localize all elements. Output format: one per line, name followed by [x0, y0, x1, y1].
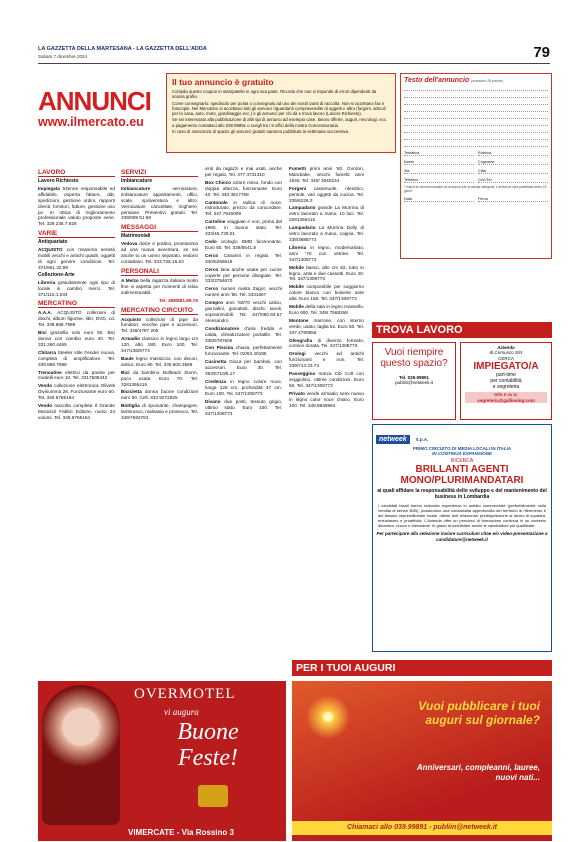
coupon-title: Testo dell'annuncio (massimo 25 parole) [404, 77, 504, 84]
ad-keyword: Credenza [205, 379, 227, 384]
model-image [42, 685, 120, 825]
ad-keyword: Vedova [121, 241, 138, 247]
section-heading: MERCATINO CIRCUITO [121, 307, 198, 315]
ad-text: di diverso formato, cornice dorata. Tel. 347/1308773 [289, 337, 365, 349]
classified-ad [121, 356, 198, 368]
ad-text: con massima serietà mobili vecchi e antichi quadri, oggetti di ogni genere condizioni. Tel. 371/661.32.98 [38, 247, 116, 270]
publish-greetings-ad [292, 681, 552, 841]
classified-ad [205, 200, 282, 218]
job-line: e segreteria [492, 384, 520, 390]
classified-ad [205, 300, 282, 324]
ad-text: collezioni di pipe da fumatori, vecchie pipe e accessori. Tel. 328/4797 205 [121, 316, 198, 334]
ad-text: in legno, modernariato, anni '70 con vetrine. Tel. 347/1308773 [289, 244, 364, 262]
ad-keyword: Libreria [289, 244, 307, 250]
coupon-field[interactable]: Cognome [478, 160, 548, 165]
ad-keyword: Montone [289, 317, 309, 323]
ad-keyword: Cartoline [205, 219, 226, 225]
coupon-field-row [404, 156, 548, 165]
coupon-field[interactable]: Via [404, 169, 474, 174]
fill-space-tel[interactable]: Tel. 039.99891 [399, 375, 429, 380]
ad-keyword: Chitarra [38, 349, 56, 355]
publish-question: Vuoi pubblicare i tuoi auguri sul giornale? [418, 699, 540, 727]
ad-keyword: Privato [289, 390, 305, 396]
free-ad-paragraph: Come consegnarlo: spediscilo per posta o consegnalo ad uno dei nostri punti di raccolta. Non si accettano fax e fotocopie. Nel Mercatino si accettano tutti gli annunci riguardanti compravendite di oggetti e altro (furgoni, articoli per la casa, auto, moto, giardinaggio ecc.) e gli annunci per chi dà e trova lavoro (Lavoro Richiesto). [172, 100, 386, 117]
job-cerca: CERCA [498, 356, 514, 361]
ad-text: vende armadio semi nuovo in legno color noce chiaro. Euro 100. Tel. 349.9849964 [289, 390, 364, 408]
fill-space-email[interactable]: publiin@netweek.it [395, 380, 433, 385]
coupon-field-row [404, 147, 548, 156]
subsection-heading: Lavoro Richiesto [38, 178, 79, 184]
ad-text: della sala in legno massello. Euro 600. Tel. 349/ 7568268 [289, 304, 364, 315]
coupon-note: * Indica se ricorda mandare un annuncio per la stessa categoria. L'annuncio sarà pubblicato entro 15 giorni. [404, 185, 547, 193]
overmotel-address: VIMERCATE - Via Rossino 3 [128, 828, 234, 837]
subsection-heading: Matrimoniali [121, 233, 151, 240]
netweek-ricerca: RICERCA [450, 458, 474, 464]
classified-ad [205, 379, 282, 397]
ad-keyword: Vendo [38, 383, 53, 389]
classified-ad [38, 383, 115, 401]
ad-text: dolce e pratica, prontissima ad una nuova avventura, se sei anche tu un uomo separato, vedovo contattami. Tel. 333.725.15.63 [121, 241, 198, 264]
classified-ad [289, 186, 364, 204]
free-ad-paragraph: Se sei interessato alla pubblicazione di altri tipi di annunci ad esempio case, lavoro offerte, auguri, necrologi, ecc. a pagamento contattaci allo 039.99891 o scegli tra i 9 uffici della nostra Concessionaria. [172, 117, 388, 128]
job-location: di Cernusco S/N [489, 350, 523, 355]
coupon-text-line[interactable] [404, 91, 548, 98]
overmotel-greeting: Buone Feste! [177, 719, 239, 771]
coupon-field-row [404, 165, 548, 174]
coupon-field-row [404, 174, 548, 183]
classified-ad [38, 247, 115, 271]
subsection-heading: Collezione-Arte [38, 271, 75, 278]
classified-ad [289, 351, 364, 369]
ad-keyword: A Melzo [121, 277, 139, 283]
ad-keyword: Lampadario [289, 225, 316, 231]
ad-keyword: ACQUISTO [38, 247, 63, 253]
section-heading: SERVIZI [121, 169, 198, 177]
classified-ad [205, 399, 282, 417]
coupon-text-line[interactable] [404, 112, 548, 119]
ad-keyword: Cerco [205, 252, 219, 258]
classified-ad [121, 317, 198, 335]
coupon-text-line[interactable] [404, 119, 548, 126]
job-ad-impiegato [460, 342, 552, 420]
section-heading: MESSAGGI [121, 224, 198, 232]
classified-ad [121, 370, 198, 388]
classified-ad [205, 267, 282, 285]
ad-text: Gioca per bambini, con accessori. Euro 30. Tel. 393/5710/6.17 [205, 359, 282, 377]
trova-lavoro-banner: TROVA LAVORO [372, 322, 552, 338]
job-company: Azienda [497, 345, 515, 350]
classified-ad [38, 310, 115, 328]
ad-keyword: Cerco [205, 266, 219, 272]
ad-text: colore rosso, fondo con doppia altezza, funzionante. Euro 40. Tel. 340.3817768 [205, 179, 282, 197]
netweek-apply[interactable]: Per partecipare alla selezione inviare curriculum vitae e/o video-presentazione a candidature@netweek.it [376, 531, 548, 542]
publish-contact[interactable]: Chiamaci allo 039.99891 - publiin@netweek.it [292, 821, 552, 835]
job-role: IMPIEGATO/A [473, 361, 539, 372]
coupon-field[interactable]: Città [478, 169, 548, 174]
ad-text: numeri rivista Zagor, vecchi numeri anni '80. Tel. 3331667 [205, 286, 282, 298]
ad-text: marca Cib Colt con seggiolino, ottime condizioni. Euro 60. Tel. 347/1308773 [289, 371, 364, 388]
free-ad-title: Il tuo annuncio è gratuito [172, 77, 274, 87]
classified-ad [38, 330, 115, 348]
ad-text: verniciature, imbiancature appartamenti, uffici, scale, spolveratura e altro. Verniciature cancellate, ringhiere, persiane. Preventivi gratuiti. Tel. 339/009 51 59 [121, 185, 198, 221]
masthead-title: ANNUNCI [38, 86, 151, 116]
classifieds-column-3 [205, 166, 282, 418]
coupon-text-line[interactable] [404, 133, 548, 140]
ad-text: basso, alto cm 82, tutto in legno, ante e due cassetti. Euro 40. Tel. 347/1308773 [289, 264, 364, 282]
classifieds-column-2 [121, 166, 198, 423]
ad-text: bella ragazza italiana molto fine vi aspetta per momenti di relax indimenticabili. [121, 277, 198, 295]
section-heading: VARIE [38, 230, 115, 238]
subsection-heading: Antiquariato [38, 239, 68, 246]
overmotel-ad [38, 681, 286, 841]
coupon-field[interactable]: Nome [404, 160, 474, 165]
classified-ad [38, 350, 115, 368]
classified-ad [121, 389, 198, 401]
ad-text: classico in legno largo cm 120, alto 180. Euro 100. Tel. 347/136/8773 [121, 336, 198, 354]
ad-keyword: Passeggino [289, 371, 316, 377]
netweek-role: BRILLANTI AGENTI [415, 464, 509, 475]
ad-text: due posti, tessuto grigio, ottimo stato. Euro 100. Tel. 347/1308773 [205, 398, 283, 416]
sparkler-icon [306, 695, 350, 739]
ad-text: La Murrina Dolly di vetro lavorato a mano, coppia. Tel. 338/3888773 [289, 225, 364, 242]
ad-text: grande La Murrina di vetro lavorato a mano, 10 luci. Tel. 3281366415 [289, 205, 364, 223]
classified-ad [121, 241, 198, 265]
classified-ad [289, 245, 364, 263]
coupon-field[interactable]: Rubrica [478, 151, 548, 156]
publish-events: Anniversari, compleanni, lauree, nuovi nati... [416, 763, 540, 782]
fill-space-question: Vuoi riempire questo spazio? [380, 347, 448, 369]
coupon-footer-row [404, 193, 548, 202]
ad-text: orologio BMD funzionante. Euro 50. Tel. 339/5641.8 [205, 238, 282, 250]
coupon-text-line[interactable] [404, 140, 548, 147]
classified-ad [289, 391, 364, 409]
classified-ad [38, 370, 115, 382]
coupon-field[interactable]: Telefono [404, 178, 474, 183]
ad-keyword: Orologi [289, 351, 306, 357]
overmotel-line: vi augura [164, 707, 199, 717]
ad-text: marrone, con interno verde, usato, taglia 52. Euro 50. Tel. 347.4780856 [289, 317, 364, 335]
ad-keyword: Cedo [205, 238, 217, 244]
ad-text: in legno colore noce, lunga 126 cm, profondità 47 cm. Euro 100. Tel. 347/1308773 [205, 379, 282, 396]
netweek-tagline-2: IN CONTINUA ESPANSIONE [432, 451, 492, 456]
masthead-url[interactable]: www.ilmercato.eu [38, 115, 144, 129]
coupon-text-lines [404, 84, 548, 147]
free-ad-paragraph: Compila questo coupon in stampatello in ogni sua parte. Ricorda che non si risponde di errori dipendenti da scarsa grafia. [172, 89, 377, 100]
classified-ad [38, 186, 115, 227]
ad-text: componibile per soggiorno colore bianco con boiserie ante alta. Euro 150. Tel. 347/1308773 [289, 284, 364, 302]
ad-text: vecchi ed antichi funzionanti e non. Tel. 339/713.33.73 [289, 351, 364, 369]
classified-ad [205, 166, 282, 178]
classified-ad [121, 278, 198, 296]
ad-text: ACQUISTO collezioni di dischi, album figurine, libri, DVD, cd. Tel. 339.868.7988 [38, 310, 115, 328]
ad-text: in radica di noce, ristrutturato, prezzo da concordare. Tel. 347.7916009 [205, 199, 282, 217]
ad-keyword: Con Piscina [205, 345, 234, 351]
ad-text: da bambino Bulltrack Storm, poco usata. Euro 70. Tel. 3281366415 [121, 369, 198, 387]
classified-ad [205, 239, 282, 251]
coupon-fields [404, 147, 548, 183]
ad-text: gratuitamente ogni tipo di locale in cambio merci. Tel. 371/116.1.034 [38, 279, 115, 297]
ad-keyword: Imbiancature [121, 185, 151, 191]
ad-text: graziella solo euro 50. Bici donna con cambio euro 40. Tel. 331.260.4465 [38, 330, 115, 347]
classified-ad [289, 371, 364, 389]
classified-ad [121, 186, 198, 221]
section-heading: MERCATINO [38, 300, 115, 308]
netweek-logo: netweek S.p.A. [376, 428, 548, 442]
ad-text: 53enne responsabile ed affidabile, esperta fatture, ddt, spedizioni, gestione ordini, rapporti clienti, fornitori, fatture, gestione uso pc. In ottica di miglioramento professionale valuto proposte serie. Tel. 328.235.7.928 [38, 185, 115, 227]
ad-text: raccolta completa Il Grande Musicisti Fabbri Editore, nuovi 24 volumi. Tel. 349.6765164 [38, 403, 115, 420]
ad-keyword: Fumetti [289, 166, 306, 171]
ad-text: lana anche usata per cucire coperte per persone disagiate. Tel. 333/3754670 [205, 266, 282, 284]
ad-coupon-form [400, 73, 552, 259]
section-heading: PERSONALI [121, 268, 198, 276]
netweek-agents-ad [372, 424, 552, 652]
classifieds-column-1 [38, 166, 115, 423]
classified-ad [205, 359, 282, 377]
classifieds-column-4 [289, 166, 364, 411]
ad-keyword: Libreria [38, 279, 56, 285]
classified-ad [289, 304, 364, 316]
netweek-body: I candidati ideali hanno maturato esperienza in ambito commerciale (preferibilmente nella vendita di servizi B2B), possiedono una consolidata approfondita del territorio di riferimento e dei tessuto imprenditoriale locale, ottime doti relazionali, predisposizione al lavoro di squadra, entusiasmo e proattività. L'Azienda offre un percorso di formazione continua in un contesto dinamico, nuovo e stimolante. In grado di soddisfare anche le candidature più qualificate. [378, 503, 546, 528]
ad-keyword: Cucinetta [205, 359, 227, 365]
masthead [38, 88, 160, 130]
ad-text: viaggiate e non, prima del 1960, in buono stato. Tel. 333/46.739.01 [205, 219, 282, 237]
classified-ad [289, 166, 364, 184]
classified-ad [289, 338, 364, 350]
gift-badge-icon [198, 785, 228, 807]
subsection-heading: Imbiancature [121, 178, 153, 184]
netweek-role-2: MONO/PLURIMANDATARI [400, 475, 524, 486]
ad-keyword: Forgeni [289, 185, 307, 191]
classified-ad [205, 253, 282, 265]
netweek-tagline: PRIMO CIRCUITO DI MEDIA LOCALI IN ITALIA [412, 446, 512, 451]
ad-text: primi anni '60, Gordon, Mandrake, vecchi fumetti anni 1940. Tel. 340/ 3040234 [289, 166, 364, 183]
classified-ad [205, 326, 282, 344]
ad-keyword: Bottiglia [121, 403, 140, 409]
ad-keyword: Box Chicco [205, 179, 232, 185]
classified-ad [289, 318, 364, 336]
ad-keyword: Mobile [289, 304, 304, 310]
issue-date: Sabato 7 dicembre 2024 [38, 54, 88, 59]
classified-ad [289, 205, 364, 223]
ad-keyword: Condizionatore [205, 325, 240, 331]
ad-keyword: Bici [121, 369, 130, 375]
ad-text: vinti da ragazzi e mai usati, anche per regalo. Tel. 377 4731310 [205, 166, 282, 177]
ad-keyword: Lampadario [289, 205, 316, 211]
ad-keyword: Trenoatine [38, 369, 62, 375]
ad-text: collezione elettronica Olivetti Divisumma 28. Funzionante euro 60. Tel. 340.6765194 [38, 383, 115, 401]
classified-ad [38, 280, 115, 298]
ad-keyword: Mobile [289, 284, 304, 290]
ad-phone: Tel. 388/881.89.76 [158, 297, 198, 303]
classified-ad [205, 286, 282, 298]
classified-ad [121, 336, 198, 354]
section-heading: LAVORO [38, 169, 115, 177]
fill-space-ad [372, 342, 456, 420]
coupon-field[interactable]: Cell./Tel. [478, 178, 548, 183]
classified-ad [38, 403, 115, 421]
classified-ad [121, 403, 198, 421]
ad-text: Canarini in regalo. Tel. 340/6256619 [205, 252, 282, 264]
classified-ad [289, 265, 364, 283]
ad-keyword: Bici [38, 330, 47, 336]
ad-keyword: Acquisto [121, 316, 142, 322]
coupon-text-line[interactable] [404, 98, 548, 105]
classified-ad [289, 225, 364, 243]
job-contact[interactable]: Info e cv a: segreteria@gallieoing.com [465, 392, 547, 403]
ad-keyword: Oleografia [289, 337, 313, 343]
ad-keyword: Compro [205, 300, 223, 306]
free-ad-info-box [166, 73, 396, 153]
page-header [38, 44, 550, 64]
ad-keyword: Impiegata [38, 185, 60, 191]
coupon-text-line[interactable] [404, 105, 548, 112]
classified-ad [205, 219, 282, 237]
publication-name: LA GAZZETTA DELLA MARTESANA - LA GAZZETTA DELL'ADDA [38, 46, 207, 52]
classified-ad [205, 345, 282, 357]
overmotel-brand: OVERMOTEL [134, 686, 236, 702]
ad-keyword: Divano [205, 398, 221, 404]
ad-keyword: Vendo [38, 403, 53, 409]
ad-keyword: Cantonale [205, 199, 228, 205]
ad-keyword: A.A.A. [38, 310, 53, 316]
classified-ad [289, 284, 364, 302]
netweek-subtitle: ai quali affidare la responsabilità dello sviluppo e del mantenimento del business in Lombardia [377, 488, 547, 500]
free-ad-paragraph: In caso di mancanza di spazio gli annunci gratuiti saranno pubblicati la settimana successiva. [172, 129, 350, 135]
signature-field[interactable]: Firma [478, 197, 548, 202]
job-line: per contabilità [490, 378, 522, 384]
ad-text: elettrici da parete per modelli euro 10. Tel. 3317505442 [38, 369, 115, 381]
coupon-text-line[interactable] [404, 126, 548, 133]
ad-text: d'aria fredda e calda, climatizzatore portatile. Tel. 335/5787606 [205, 325, 282, 343]
ad-text: legno massiccio, con decori, antico. Euro 80. Tel. 335.600.3569 [121, 355, 198, 367]
job-line: part-time [496, 372, 516, 378]
ad-keyword: Baule [121, 355, 134, 361]
ad-text: anni '60/70 vecchi calcio, giornalini, giocattoli, dischi, tavoli, soprammobili. Tel. 347/060.94.67 Alessandro [205, 300, 282, 323]
ad-text: casseruole, ritenitrici, pentole, vari oggetti da cucina. Tel. 335/6226.3 [289, 185, 364, 203]
date-field[interactable]: Data [404, 197, 474, 202]
ad-keyword: Cerco [205, 286, 219, 292]
classified-ad [205, 180, 282, 198]
ad-keyword: Mobile [289, 264, 304, 270]
coupon-field[interactable]: Tematica [404, 151, 474, 156]
coupon-subtitle: (massimo 25 parole) [471, 79, 504, 83]
auguri-banner: PER I TUOI AUGURI [292, 660, 552, 676]
ad-text: di spumante, champagne, lambrusco, malvasia e prosecco. Tel. 349/7692763 [121, 403, 198, 421]
coupon-text-line[interactable] [404, 84, 548, 91]
ad-keyword: Bicicletta [121, 389, 142, 395]
ad-text: Steeler stile Fender nuova, completa di amplificatore. Tel. 339.868.7988 [38, 349, 115, 367]
ad-keyword: Armadio [121, 336, 141, 342]
ad-text: chiusa, perfettamente funzionante. Tel. 02/63.40185 [205, 345, 282, 357]
ad-text: donna buone condizioni euro 50. Cell. 333 9272925 [121, 389, 198, 401]
page-number: 79 [533, 44, 550, 61]
